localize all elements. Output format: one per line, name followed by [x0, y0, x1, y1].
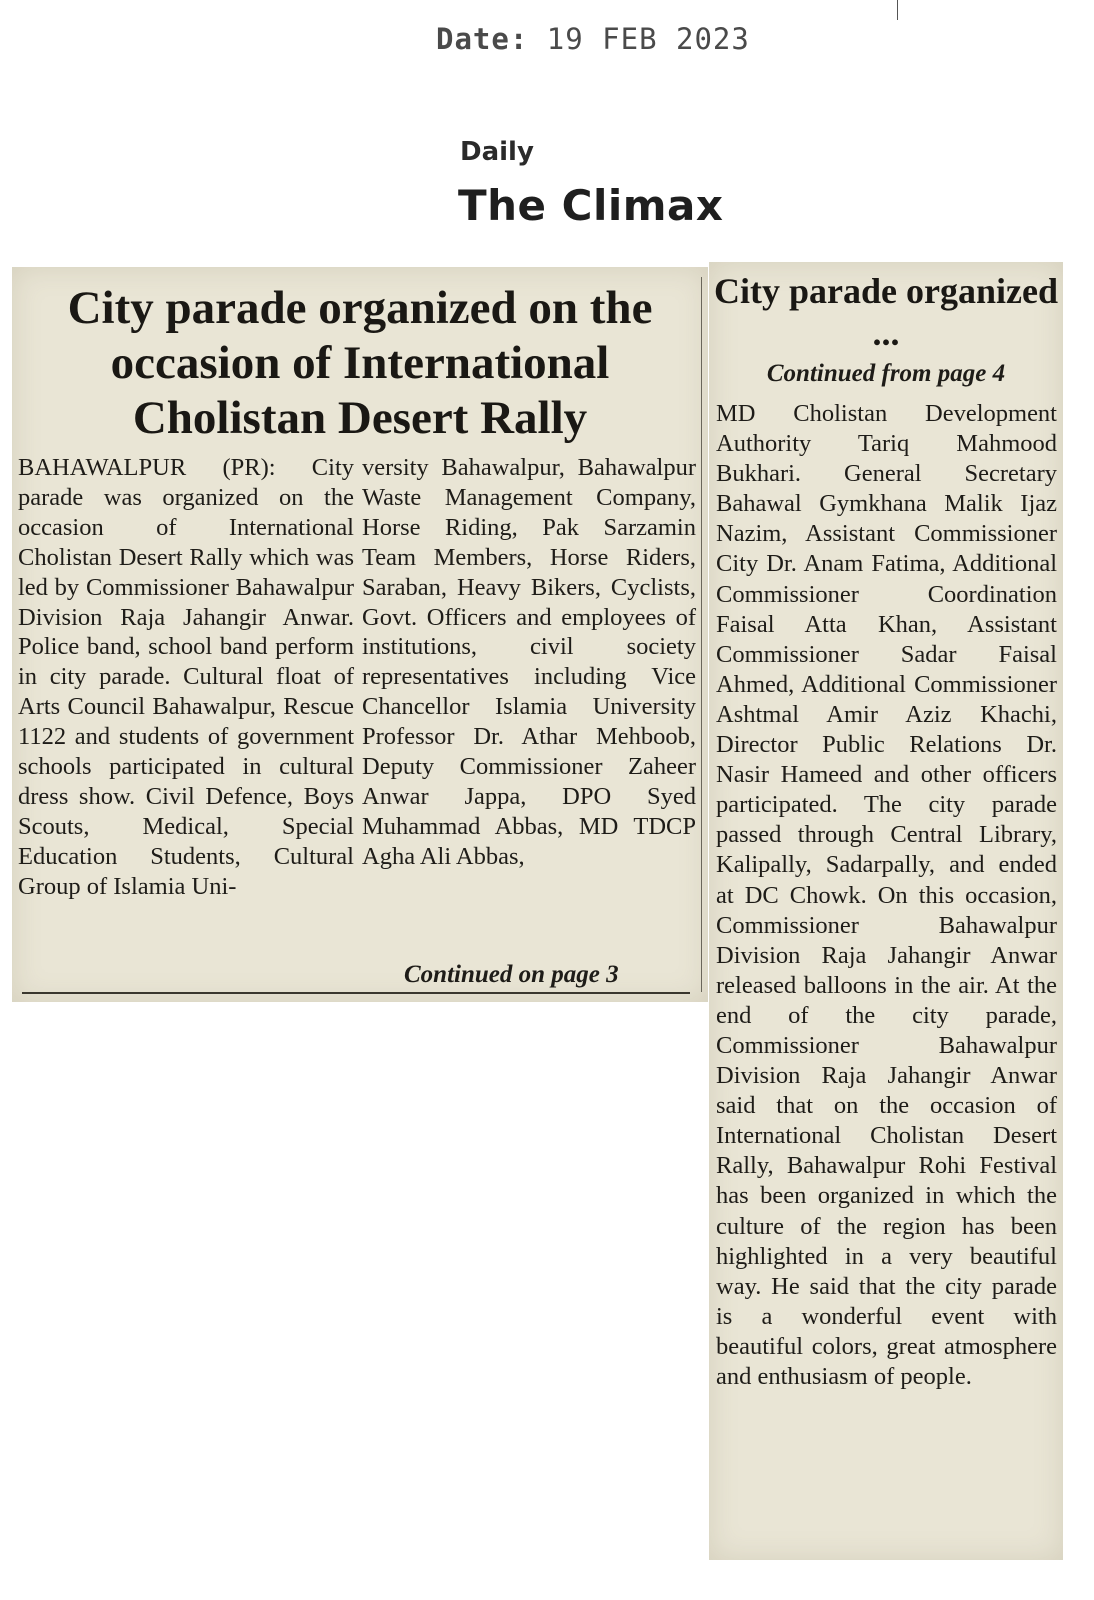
continuation-body: MD Cholistan Development Authority Tariq Mahmood Bukhari. General Secretary Bahawal Gymkhana Malik Ijaz Nazim, Assistant Commissioner City Dr. Anam Fatima, Additional Commissioner Coordination Faisal Atta Khan, Assistant Commissioner Sadar Faisal Ahmed, Additional Commissioner Ashtmal Amir Aziz Khachi, Director Public Relations Dr. Nasir Hameed and other officers participated. The city parade passed through Central Library, Kalipally, Sadarpally, and ended at DC Chowk. On this occasion, Commissioner Bahawalpur Division Raja Jahangir Anwar released balloons in the air. At the end of the city parade, Commissioner Bahawalpur Division Raja Jahangir Anwar said that on the occasion of International Cholistan Desert Rally, Bahawalpur Rohi Festival has been organized in which the culture of the region has been highlighted in a very beautiful way. He said that the city parade is a wonderful event with beautiful colors, great atmosphere and enthusiasm of people.	[716, 400, 1057, 1390]
date-stamp-value: 19 FEB 2023	[546, 22, 750, 56]
masthead-prefix: Daily	[460, 137, 534, 167]
continued-from-note: Continued from page 4	[766, 360, 1006, 387]
continuation-clipping	[709, 262, 1063, 1560]
date-stamp	[436, 22, 750, 56]
continuation-title: City parade organized ...	[714, 271, 1058, 353]
continued-on-note: Continued on page 3	[404, 961, 619, 988]
article-column-2: versity Bahawalpur, Bahawalpur Waste Management Company, Horse Riding, Pak Sarzamin Team Members, Horse Riders, Saraban, Heavy Bikers, Cyclists, Govt. Officers and employees of institutions, civil society representatives including Vice Chancellor Islamia University Professor Dr. Athar Mehboob, Deputy Commissioner Zaheer Anwar Jappa, DPO Syed Muhammad Abbas, MD TDCP Agha Ali Abbas,	[362, 454, 696, 870]
bottom-rule	[22, 992, 690, 994]
article-column-1: BAHAWALPUR (PR): City parade was organized on the occasion of International Cholistan Desert Rally which was led by Commissioner Bahawalpur Division Raja Jahangir Anwar. Police band, school band perform in city parade. Cultural float of Arts Council Bahawalpur, Rescue 1122 and students of government schools participated in cultural dress show. Civil Defence, Boys Scouts, Medical, Special Education Students, Cultural Group of Islamia Uni-	[18, 454, 354, 900]
date-stamp-label: Date:	[436, 22, 529, 56]
article-headline: City parade organized on the occasion of International Cholistan Desert Rally	[67, 282, 653, 444]
margin-tick-mark	[897, 0, 898, 20]
masthead-name: The Climax	[458, 181, 724, 230]
article-clipping	[12, 267, 708, 1002]
